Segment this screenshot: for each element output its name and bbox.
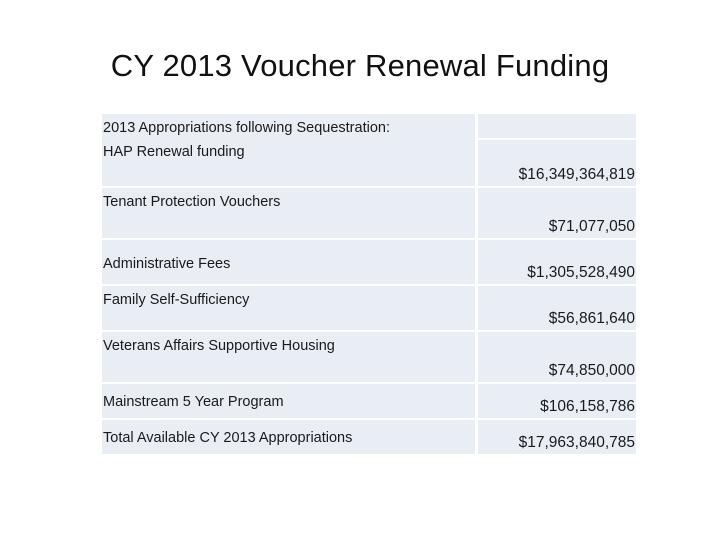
row-label: Tenant Protection Vouchers	[102, 188, 475, 238]
table-row	[102, 114, 636, 188]
row-label: Total Available CY 2013 Appropriations	[102, 420, 475, 454]
row-value: $17,963,840,785	[478, 420, 636, 454]
row-value: $74,850,000	[478, 332, 636, 382]
row-value: $56,861,640	[478, 286, 636, 330]
table-row	[102, 240, 636, 286]
table-row	[102, 384, 636, 420]
table-row	[102, 332, 636, 384]
table-row	[102, 420, 636, 454]
row-label: Family Self-Sufficiency	[102, 286, 475, 330]
hap-renewal-label: HAP Renewal funding	[103, 144, 245, 160]
hap-renewal-value: $16,349,364,819	[518, 166, 635, 183]
row-value: $1,305,528,490	[478, 240, 636, 284]
row-label: Administrative Fees	[102, 240, 475, 284]
header-label: 2013 Appropriations following Sequestration:	[103, 120, 390, 136]
row-label: Veterans Affairs Supportive Housing	[102, 332, 475, 382]
row-label: Mainstream 5 Year Program	[102, 384, 475, 418]
funding-table	[102, 114, 636, 454]
row-value: $71,077,050	[478, 188, 636, 238]
table-row	[102, 286, 636, 332]
header-value-cell	[478, 114, 636, 140]
row-label	[102, 114, 475, 186]
slide-title: CY 2013 Voucher Renewal Funding	[110, 48, 610, 83]
table-row	[102, 188, 636, 240]
row-value: $106,158,786	[478, 384, 636, 418]
row-value	[478, 114, 636, 186]
